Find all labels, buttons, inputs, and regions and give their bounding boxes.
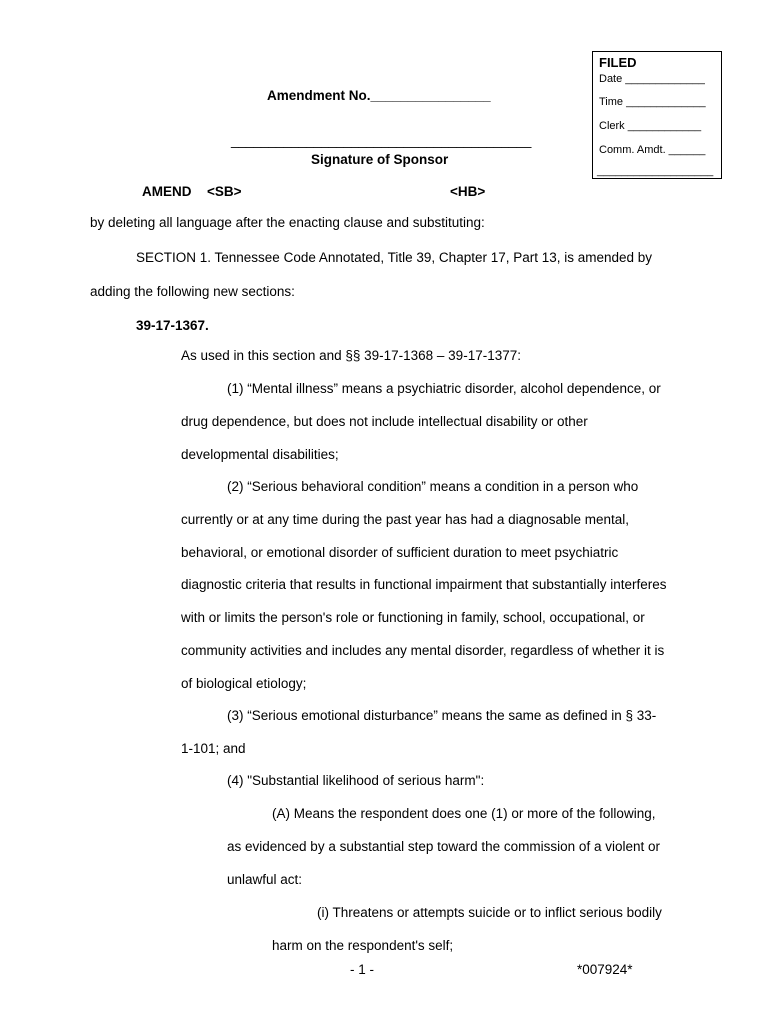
- intro-text: by deleting all language after the enacting clause and substituting:: [90, 215, 485, 230]
- def1-line2: drug dependence, but does not include intellectual disability or other: [181, 414, 588, 429]
- def4-line1: (4) "Substantial likelihood of serious harm":: [227, 773, 485, 788]
- signature-label: Signature of Sponsor: [311, 152, 449, 167]
- filed-comm-amdt: Comm. Amdt. ______: [599, 144, 706, 156]
- signature-line: ________________________________________: [231, 133, 532, 148]
- def1-line3: developmental disabilities;: [181, 447, 339, 462]
- amendment-number: Amendment No.________________: [267, 88, 491, 103]
- defi-line2: harm on the respondent's self;: [272, 938, 454, 953]
- def3-line2: 1-101; and: [181, 741, 246, 756]
- def2-line1: (2) “Serious behavioral condition” means a condition in a person who: [227, 479, 639, 494]
- def2-line7: of biological etiology;: [181, 676, 307, 691]
- def2-line5: with or limits the person's role or functioning in family, school, occupational, or: [181, 610, 645, 625]
- usage-text: As used in this section and §§ 39-17-1368 – 39-17-1377:: [181, 348, 521, 363]
- defA-line2: as evidenced by a substantial step toward the commission of a violent or: [227, 839, 660, 854]
- filed-stamp-box: [592, 51, 722, 179]
- filed-blank-line: ___________________: [597, 165, 714, 177]
- filed-date: Date _____________: [599, 73, 705, 85]
- document-id: *007924*: [577, 962, 633, 977]
- house-bill-placeholder: <HB>: [450, 184, 486, 199]
- section1-line1: SECTION 1. Tennessee Code Annotated, Title 39, Chapter 17, Part 13, is amended by: [136, 250, 653, 265]
- defA-line3: unlawful act:: [227, 872, 303, 887]
- def2-line3: behavioral, or emotional disorder of sufficient duration to meet psychiatric: [181, 545, 619, 560]
- code-section-heading: 39-17-1367.: [136, 318, 209, 333]
- filed-time: Time _____________: [599, 96, 706, 108]
- def2-line4: diagnostic criteria that results in functional impairment that substantially interferes: [181, 577, 667, 592]
- amend-label: AMEND: [142, 184, 192, 199]
- def2-line6: community activities and includes any mental disorder, regardless of whether it is: [181, 643, 665, 658]
- defi-line1: (i) Threatens or attempts suicide or to inflict serious bodily: [317, 905, 662, 920]
- filed-clerk: Clerk ____________: [599, 120, 702, 132]
- def2-line2: currently or at any time during the past year has had a diagnosable mental,: [181, 512, 630, 527]
- section1-line2: adding the following new sections:: [90, 284, 295, 299]
- page-number: - 1 -: [350, 962, 375, 977]
- filed-title: FILED: [599, 55, 637, 70]
- def1-line1: (1) “Mental illness” means a psychiatric disorder, alcohol dependence, or: [227, 381, 661, 396]
- senate-bill-placeholder: <SB>: [207, 184, 242, 199]
- defA-line1: (A) Means the respondent does one (1) or more of the following,: [272, 806, 656, 821]
- def3-line1: (3) “Serious emotional disturbance” means the same as defined in § 33-: [227, 708, 657, 723]
